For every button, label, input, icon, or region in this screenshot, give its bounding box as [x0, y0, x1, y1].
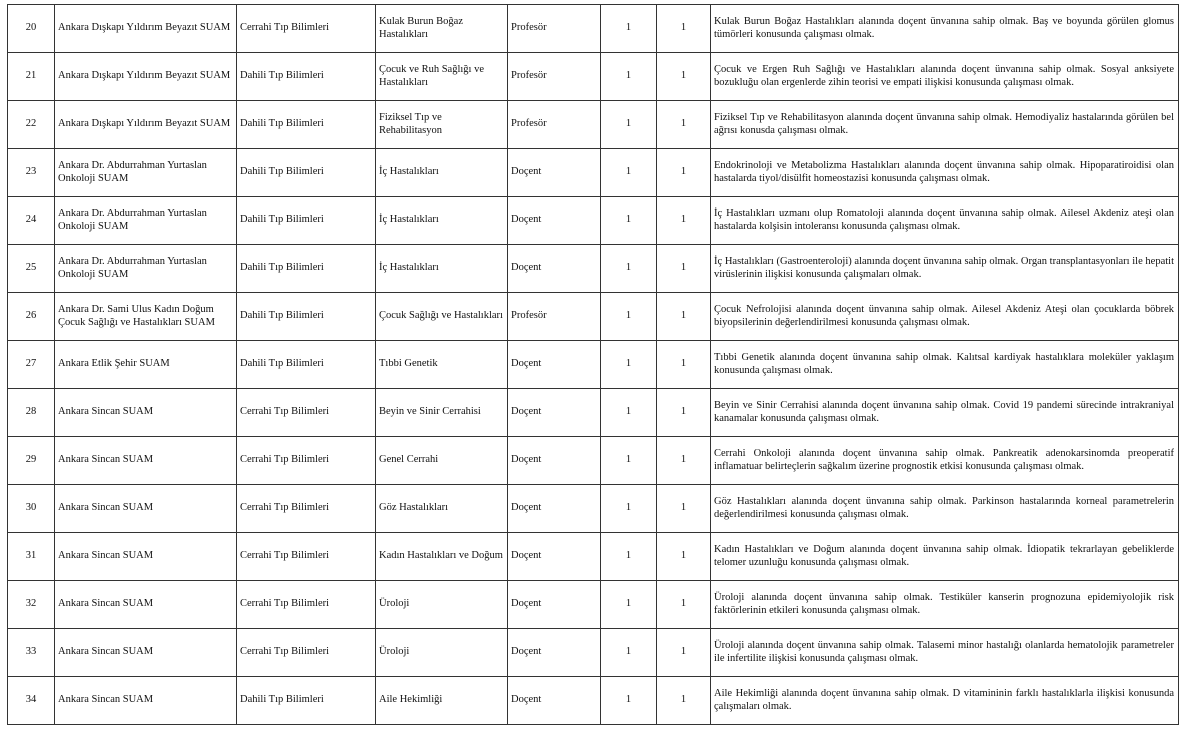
- department-cell: Dahili Tıp Bilimleri: [237, 341, 376, 389]
- hospital-cell: Ankara Dr. Abdurrahman Yurtaslan Onkoloji SUAM: [55, 245, 237, 293]
- table-row: [8, 5, 1179, 53]
- row-number: 20: [8, 5, 55, 53]
- table-row: [8, 101, 1179, 149]
- count-cell: 1: [657, 389, 711, 437]
- department-cell: Cerrahi Tıp Bilimleri: [237, 533, 376, 581]
- description-cell: Beyin ve Sinir Cerrahisi alanında doçent ünvanına sahip olmak. Covid 19 pandemi sürecinde intrakraniyal kanamalar konusunda çalışması olmak.: [711, 389, 1179, 437]
- hospital-cell: Ankara Dışkapı Yıldırım Beyazıt SUAM: [55, 53, 237, 101]
- department-cell: Dahili Tıp Bilimleri: [237, 197, 376, 245]
- specialty-cell: İç Hastalıkları: [376, 245, 508, 293]
- table-row: [8, 197, 1179, 245]
- description-cell: Çocuk Nefrolojisi alanında doçent ünvanına sahip olmak. Ailesel Akdeniz Ateşi olan çocuklarda böbrek biyopsilerinin değerlendirilmesi konusunda çalışması olmak.: [711, 293, 1179, 341]
- specialty-cell: İç Hastalıkları: [376, 197, 508, 245]
- department-cell: Dahili Tıp Bilimleri: [237, 245, 376, 293]
- title-cell: Doçent: [508, 197, 601, 245]
- specialty-cell: Genel Cerrahi: [376, 437, 508, 485]
- positions-table: [7, 4, 1179, 725]
- count-cell: 1: [601, 149, 657, 197]
- specialty-cell: Aile Hekimliği: [376, 677, 508, 725]
- description-cell: İç Hastalıkları uzmanı olup Romatoloji alanında doçent ünvanına sahip olmak. Ailesel Akdeniz ateşi olan hastalarda kolşisin intoleransı konusunda çalışması olmak.: [711, 197, 1179, 245]
- row-number: 25: [8, 245, 55, 293]
- title-cell: Doçent: [508, 437, 601, 485]
- count-cell: 1: [601, 437, 657, 485]
- specialty-cell: Üroloji: [376, 581, 508, 629]
- table-row: [8, 677, 1179, 725]
- row-number: 28: [8, 389, 55, 437]
- hospital-cell: Ankara Sincan SUAM: [55, 533, 237, 581]
- row-number: 32: [8, 581, 55, 629]
- specialty-cell: Çocuk Sağlığı ve Hastalıkları: [376, 293, 508, 341]
- title-cell: Doçent: [508, 581, 601, 629]
- row-number: 24: [8, 197, 55, 245]
- hospital-cell: Ankara Dışkapı Yıldırım Beyazıt SUAM: [55, 101, 237, 149]
- department-cell: Cerrahi Tıp Bilimleri: [237, 5, 376, 53]
- description-cell: Çocuk ve Ergen Ruh Sağlığı ve Hastalıkları alanında doçent ünvanına sahip olmak. Sosyal anksiyete bozukluğu olan ergenlerde zihin teorisi ve empati ilişkisi konusunda çalışması olmak.: [711, 53, 1179, 101]
- count-cell: 1: [657, 677, 711, 725]
- department-cell: Cerrahi Tıp Bilimleri: [237, 437, 376, 485]
- specialty-cell: Kadın Hastalıkları ve Doğum: [376, 533, 508, 581]
- title-cell: Doçent: [508, 341, 601, 389]
- title-cell: Doçent: [508, 677, 601, 725]
- table-row: [8, 533, 1179, 581]
- department-cell: Dahili Tıp Bilimleri: [237, 53, 376, 101]
- hospital-cell: Ankara Dr. Abdurrahman Yurtaslan Onkoloji SUAM: [55, 149, 237, 197]
- description-cell: Endokrinoloji ve Metabolizma Hastalıkları alanında doçent ünvanına sahip olmak. Hipoparatiroidisi olan hastalarda tiyol/disülfit homeostazisi konusunda çalışması olmak.: [711, 149, 1179, 197]
- count-cell: 1: [657, 533, 711, 581]
- department-cell: Dahili Tıp Bilimleri: [237, 677, 376, 725]
- title-cell: Doçent: [508, 149, 601, 197]
- row-number: 23: [8, 149, 55, 197]
- table-row: [8, 485, 1179, 533]
- department-cell: Cerrahi Tıp Bilimleri: [237, 389, 376, 437]
- specialty-cell: Kulak Burun Boğaz Hastalıkları: [376, 5, 508, 53]
- row-number: 29: [8, 437, 55, 485]
- title-cell: Doçent: [508, 533, 601, 581]
- department-cell: Cerrahi Tıp Bilimleri: [237, 485, 376, 533]
- hospital-cell: Ankara Dışkapı Yıldırım Beyazıt SUAM: [55, 5, 237, 53]
- table-row: [8, 293, 1179, 341]
- count-cell: 1: [601, 53, 657, 101]
- count-cell: 1: [601, 341, 657, 389]
- hospital-cell: Ankara Sincan SUAM: [55, 389, 237, 437]
- description-cell: Cerrahi Onkoloji alanında doçent ünvanına sahip olmak. Pankreatik adenokarsinomda preoperatif inflamatuar belirteçlerin sağkalım üzerine prognostik etkisi konusunda çalışması olmak.: [711, 437, 1179, 485]
- count-cell: 1: [657, 53, 711, 101]
- description-cell: İç Hastalıkları (Gastroenteroloji) alanında doçent ünvanına sahip olmak. Organ transplantasyonları ile hepatit virüslerinin ilişkisi konusunda çalışmaları olmak.: [711, 245, 1179, 293]
- row-number: 34: [8, 677, 55, 725]
- count-cell: 1: [657, 581, 711, 629]
- count-cell: 1: [601, 677, 657, 725]
- count-cell: 1: [601, 629, 657, 677]
- department-cell: Dahili Tıp Bilimleri: [237, 101, 376, 149]
- count-cell: 1: [601, 5, 657, 53]
- count-cell: 1: [657, 629, 711, 677]
- row-number: 21: [8, 53, 55, 101]
- table-row: [8, 581, 1179, 629]
- hospital-cell: Ankara Sincan SUAM: [55, 677, 237, 725]
- count-cell: 1: [601, 389, 657, 437]
- row-number: 30: [8, 485, 55, 533]
- hospital-cell: Ankara Sincan SUAM: [55, 629, 237, 677]
- description-cell: Kadın Hastalıkları ve Doğum alanında doçent ünvanına sahip olmak. İdiopatik tekrarlayan gebeliklerde telomer uzunluğu konusunda çalışması olmak.: [711, 533, 1179, 581]
- specialty-cell: Üroloji: [376, 629, 508, 677]
- table-row: [8, 341, 1179, 389]
- hospital-cell: Ankara Sincan SUAM: [55, 581, 237, 629]
- department-cell: Cerrahi Tıp Bilimleri: [237, 581, 376, 629]
- row-number: 22: [8, 101, 55, 149]
- hospital-cell: Ankara Dr. Sami Ulus Kadın Doğum Çocuk Sağlığı ve Hastalıkları SUAM: [55, 293, 237, 341]
- table-row: [8, 53, 1179, 101]
- row-number: 31: [8, 533, 55, 581]
- title-cell: Profesör: [508, 101, 601, 149]
- description-cell: Üroloji alanında doçent ünvanına sahip olmak. Testiküler kanserin prognozuna epidemiyolojik risk faktörlerinin etkileri konusunda çalışması olmak.: [711, 581, 1179, 629]
- title-cell: Profesör: [508, 5, 601, 53]
- count-cell: 1: [601, 245, 657, 293]
- count-cell: 1: [601, 293, 657, 341]
- table-row: [8, 389, 1179, 437]
- count-cell: 1: [657, 5, 711, 53]
- count-cell: 1: [601, 197, 657, 245]
- count-cell: 1: [601, 533, 657, 581]
- title-cell: Profesör: [508, 53, 601, 101]
- department-cell: Cerrahi Tıp Bilimleri: [237, 629, 376, 677]
- department-cell: Dahili Tıp Bilimleri: [237, 293, 376, 341]
- description-cell: Kulak Burun Boğaz Hastalıkları alanında doçent ünvanına sahip olmak. Baş ve boyunda görülen glomus tümörleri konusunda çalışması olmak.: [711, 5, 1179, 53]
- table-row: [8, 149, 1179, 197]
- count-cell: 1: [601, 101, 657, 149]
- title-cell: Doçent: [508, 245, 601, 293]
- count-cell: 1: [657, 293, 711, 341]
- hospital-cell: Ankara Sincan SUAM: [55, 437, 237, 485]
- description-cell: Göz Hastalıkları alanında doçent ünvanına sahip olmak. Parkinson hastalarında korneal parametrelerin değerlendirilmesi konusunda çalışması olmak.: [711, 485, 1179, 533]
- table-row: [8, 245, 1179, 293]
- description-cell: Fiziksel Tıp ve Rehabilitasyon alanında doçent ünvanına sahip olmak. Hemodiyaliz hastalarında görülen bel ağrısı konusda çalışması olmak.: [711, 101, 1179, 149]
- specialty-cell: Beyin ve Sinir Cerrahisi: [376, 389, 508, 437]
- hospital-cell: Ankara Etlik Şehir SUAM: [55, 341, 237, 389]
- count-cell: 1: [657, 197, 711, 245]
- count-cell: 1: [657, 245, 711, 293]
- count-cell: 1: [657, 437, 711, 485]
- row-number: 26: [8, 293, 55, 341]
- count-cell: 1: [601, 581, 657, 629]
- count-cell: 1: [657, 149, 711, 197]
- specialty-cell: Fiziksel Tıp ve Rehabilitasyon: [376, 101, 508, 149]
- count-cell: 1: [657, 485, 711, 533]
- title-cell: Profesör: [508, 293, 601, 341]
- title-cell: Doçent: [508, 485, 601, 533]
- description-cell: Tıbbi Genetik alanında doçent ünvanına sahip olmak. Kalıtsal kardiyak hastalıklara moleküler yaklaşım konusunda çalışması olmak.: [711, 341, 1179, 389]
- specialty-cell: Göz Hastalıkları: [376, 485, 508, 533]
- description-cell: Üroloji alanında doçent ünvanına sahip olmak. Talasemi minor hastalığı olanlarda hematolojik parametreler ile infertilite ilişkisi konusunda çalışması olmak.: [711, 629, 1179, 677]
- count-cell: 1: [657, 101, 711, 149]
- title-cell: Doçent: [508, 629, 601, 677]
- table-body: [8, 5, 1179, 725]
- row-number: 33: [8, 629, 55, 677]
- table-row: [8, 437, 1179, 485]
- table-row: [8, 629, 1179, 677]
- row-number: 27: [8, 341, 55, 389]
- specialty-cell: İç Hastalıkları: [376, 149, 508, 197]
- title-cell: Doçent: [508, 389, 601, 437]
- specialty-cell: Tıbbi Genetik: [376, 341, 508, 389]
- count-cell: 1: [657, 341, 711, 389]
- count-cell: 1: [601, 485, 657, 533]
- specialty-cell: Çocuk ve Ruh Sağlığı ve Hastalıkları: [376, 53, 508, 101]
- department-cell: Dahili Tıp Bilimleri: [237, 149, 376, 197]
- hospital-cell: Ankara Dr. Abdurrahman Yurtaslan Onkoloji SUAM: [55, 197, 237, 245]
- hospital-cell: Ankara Sincan SUAM: [55, 485, 237, 533]
- description-cell: Aile Hekimliği alanında doçent ünvanına sahip olmak. D vitamininin farklı hastalıklarla ilişkisi konusunda çalışmaları olmak.: [711, 677, 1179, 725]
